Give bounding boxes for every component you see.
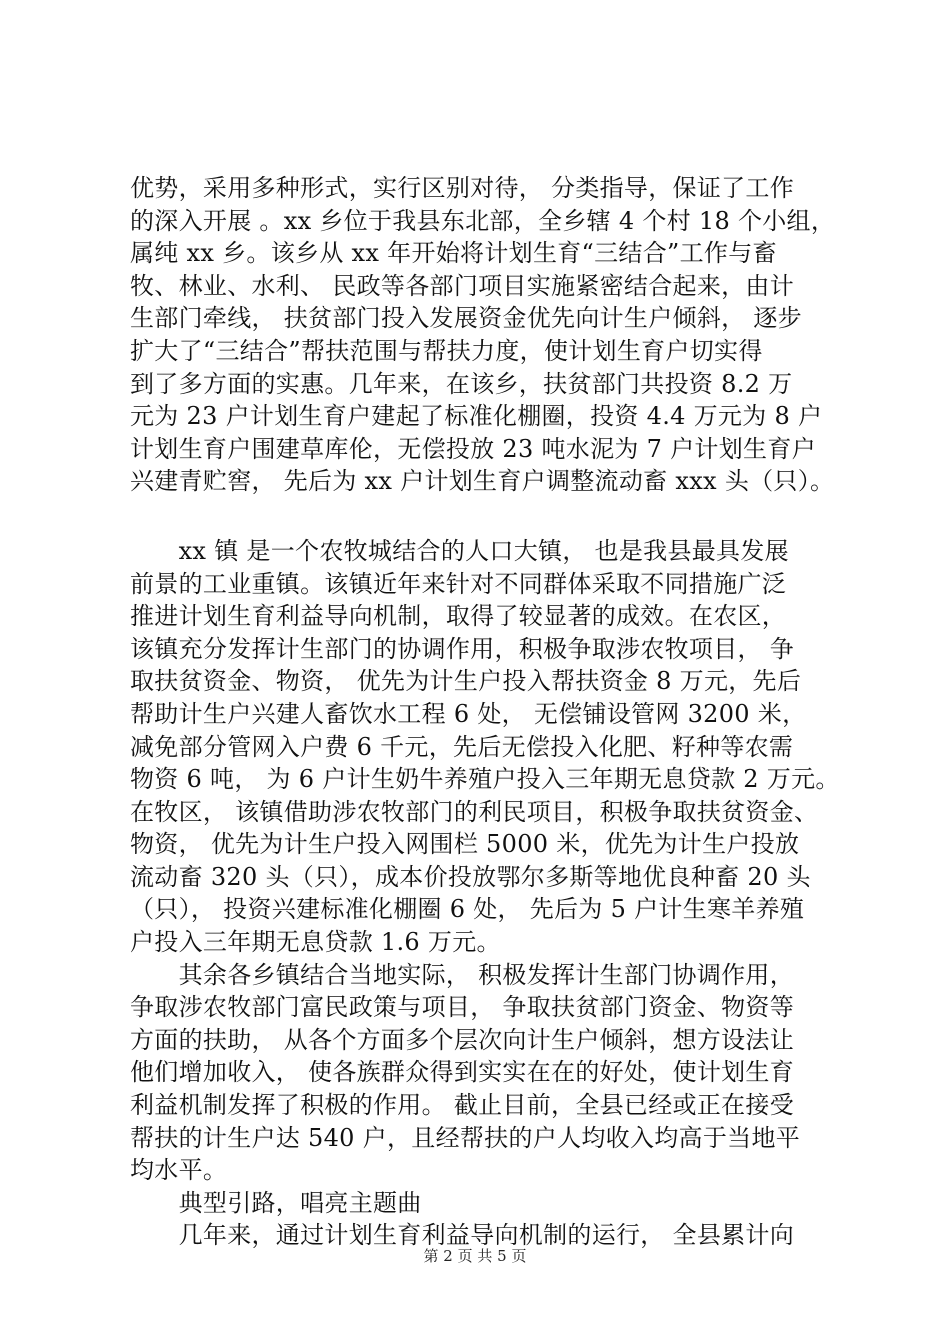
text-line: 均水平。 [130, 1156, 228, 1185]
text-line: 利益机制发挥了积极的作用。 截止目前，全县已经或正在接受 [130, 1091, 795, 1120]
text-line: 扩大了“三结合”帮扶范围与帮扶力度，使计划生育户切实得 [130, 336, 763, 365]
text-line: 属纯 xx 乡。该乡从 xx 年开始将计划生育“三结合”工作与畜 [130, 239, 777, 268]
text-line: 的深入开展 。xx 乡位于我县东北部，全乡辖 4 个村 18 个小组， [130, 206, 836, 235]
text-line: 帮助计生户兴建人畜饮水工程 6 处， 无偿铺设管网 3200 米， [130, 699, 807, 728]
text-line: 优势，采用多种形式，实行区别对待， 分类指导，保证了工作 [130, 174, 795, 202]
text-line: 物资 6 吨， 为 6 户计生奶牛养殖户投入三年期无息贷款 2 万元。 [130, 765, 840, 794]
text-line: 兴建青贮窖， 先后为 xx 户计划生育户调整流动畜 xxx 头（只）。 [130, 467, 835, 496]
paragraph-block-2 [130, 535, 840, 1252]
text-line: 在牧区， 该镇借助涉农牧部门的利民项目，积极争取扶贫资金、 [130, 797, 819, 826]
text-line: 减免部分管网入户费 6 千元，先后无偿投入化肥、籽种等农需 [130, 732, 794, 761]
text-line: 前景的工业重镇。该镇近年来针对不同群体采取不同措施广泛 [130, 569, 787, 598]
text-line: 该镇充分发挥计生部门的协调作用，积极争取涉农牧项目， 争 [130, 634, 795, 663]
text-line: （只）， 投资兴建标准化棚圈 6 处， 先后为 5 户计生寒羊养殖 [130, 895, 805, 924]
section-heading: 典型引路，唱亮主题曲 [130, 1188, 422, 1217]
text-line: 帮扶的计生户达 540 户，且经帮扶的户人均收入均高于当地平 [130, 1123, 801, 1152]
text-line: 争取涉农牧部门富民政策与项目， 争取扶贫部门资金、物资等 [130, 993, 795, 1022]
text-line: 生部门牵线， 扶贫部门投入发展资金优先向计生户倾斜， 逐步 [130, 304, 802, 333]
text-line: 取扶贫资金、物资， 优先为计生户投入帮扶资金 8 万元，先后 [130, 667, 802, 696]
text-line: 流动畜 320 头（只），成本价投放鄂尔多斯等地优良种畜 20 头 [130, 862, 811, 891]
text-line: 元为 23 户计划生育户建起了标准化棚圈，投资 4.4 万元为 8 户 [130, 402, 823, 431]
text-line: 方面的扶助， 从各个方面多个层次向计生户倾斜，想方设法让 [130, 1025, 795, 1054]
text-line: 推进计划生育利益导向机制，取得了较显著的成效。在农区， [130, 602, 787, 631]
document-body [130, 172, 840, 1252]
text-line: 其余各乡镇结合当地实际， 积极发挥计生部门协调作用， [130, 960, 795, 989]
text-line: 物资， 优先为计生户投入网围栏 5000 米，优先为计生户投放 [130, 830, 800, 859]
text-line: 到了多方面的实惠。几年来，在该乡，扶贫部门共投资 8.2 万 [130, 369, 793, 398]
page-number-footer: 第 2 页 共 5 页 [423, 1247, 527, 1265]
text-line: 计划生育户围建草库伦，无偿投放 23 吨水泥为 7 户计划生育户 [130, 434, 816, 463]
text-line: 他们增加收入， 使各族群众得到实实在在的好处，使计划生育 [130, 1058, 795, 1087]
paragraph-block-1 [130, 172, 836, 498]
text-line: 牧、林业、水利、 民政等各部门项目实施紧密结合起来，由计 [130, 271, 795, 300]
text-line: 几年来，通过计划生育利益导向机制的运行， 全县累计向 [130, 1221, 795, 1250]
text-line: xx 镇 是一个农牧城结合的人口大镇， 也是我县最具发展 [130, 536, 789, 565]
paragraph-spacer [130, 498, 830, 535]
text-line: 户投入三年期无息贷款 1.6 万元。 [130, 928, 501, 957]
